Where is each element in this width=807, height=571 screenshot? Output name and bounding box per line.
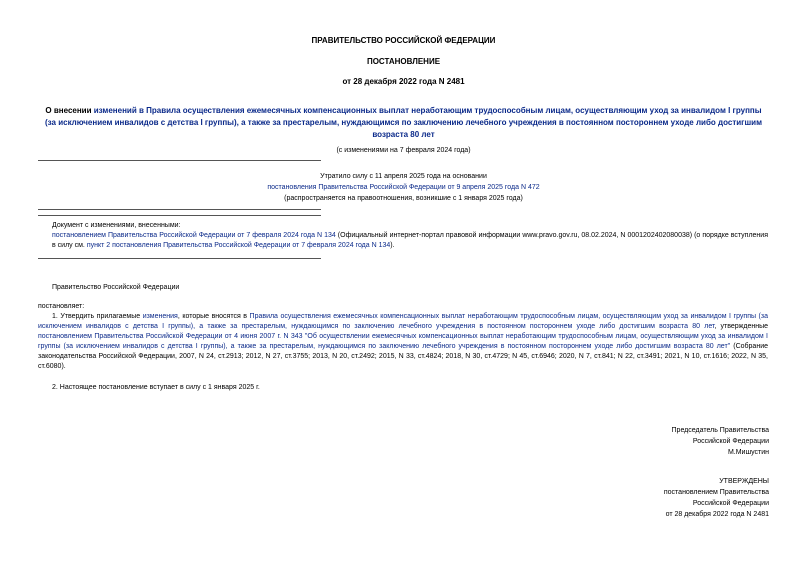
p1-link-changes[interactable]: изменения — [142, 313, 178, 320]
title-link[interactable]: изменений в Правила осуществления ежемесячных компенсационных выплат неработающим трудоспособным лицам, осуществляющим уход за инвалидом I группы (за исключением инвалидов с детства I группы), а также за престарелым, нуждающимся по заключению лечебного учреждения в постоянном постороннем уходе либо достигшим возраста 80 лет — [45, 106, 762, 139]
signature-line2: Российской Федерации — [692, 438, 769, 445]
changes-heading: Документ с изменениями, внесенными: — [52, 222, 181, 229]
approved-line1: УТВЕРЖДЕНЫ — [719, 478, 769, 485]
decides-label: постановляет: — [38, 303, 85, 310]
approved-line3: Российской Федерации — [692, 500, 769, 507]
changes-link1[interactable]: постановлением Правительства Российской Федерации от 7 февраля 2024 года N 134 — [52, 232, 336, 239]
p1-link-rules[interactable]: Правила осуществления ежемесячных компенсационных выплат неработающим трудоспособным лицам, осуществляющим уход за инвалидом I группы (за исключением инвалидов с детства I группы), а также за престарелым, нуждающимся по заключению лечебного учреждения в постоянном постороннем уходе либо достигшим возраста 80 лет — [38, 313, 768, 330]
paragraph-2: 2. Настоящее постановление вступает в силу с 1 января 2025 г. — [52, 384, 260, 391]
signature-block — [672, 425, 769, 458]
revision-note: (с изменениями на 7 февраля 2024 года) — [336, 147, 471, 154]
paragraph-1 — [38, 312, 768, 372]
government-label: Правительство Российской Федерации — [52, 284, 180, 291]
approved-line2: постановлением Правительства — [663, 489, 769, 496]
divider — [38, 258, 321, 259]
changes-text1: (Официальный интернет-портал правовой информации www.pravo.gov.ru, 08.02.2024, N 0001202402080038) (о порядке вступления в силу см. — [52, 232, 769, 249]
expired-link[interactable]: постановления Правительства Российской Федерации от 9 апреля 2025 года N 472 — [267, 184, 540, 191]
changes-link2[interactable]: пункт 2 постановления Правительства Российской Федерации от 7 февраля 2024 года N 134 — [86, 242, 391, 249]
title-prefix: О внесении — [45, 106, 94, 115]
expired-line3: (распространяется на правоотношения, возникшие с 1 января 2025 года) — [284, 195, 523, 202]
document-title — [40, 105, 767, 141]
signature-line3: М.Мишустин — [727, 449, 769, 456]
approved-line4: от 28 декабря 2022 года N 2481 — [665, 511, 769, 518]
divider — [38, 215, 321, 216]
signature-line1: Председатель Правительства — [671, 427, 769, 434]
p1-text-b: , которые вносятся в — [177, 313, 250, 320]
p1-text-d: (Собрание законодательства Российской Федерации, 2007, N 24, ст.2913; 2012, N 27, ст.3755; 2013, N 20, ст.2492; 2015, N 33, ст.4824; 2018, N 30, ст.4729; N 45, ст.6946; 2020, N 7, ст.841; N 22, ст.3491; 2021, N 10, ст.1616; 2022, N 35, ст.6080). — [38, 343, 768, 370]
header-doc-type: ПОСТАНОВЛЕНИЕ — [366, 57, 441, 66]
expired-line1: Утратило силу с 11 апреля 2025 года на основании — [320, 173, 487, 180]
approved-block — [664, 476, 769, 520]
header-org: ПРАВИТЕЛЬСТВО РОССИЙСКОЙ ФЕДЕРАЦИИ — [311, 36, 496, 45]
divider — [38, 209, 321, 210]
changes-paragraph — [52, 231, 768, 251]
header-date-number: от 28 декабря 2022 года N 2481 — [342, 77, 465, 86]
p1-text-a: 1. Утвердить прилагаемые — [52, 313, 143, 320]
changes-text2: ). — [390, 242, 395, 249]
divider — [38, 160, 321, 161]
p1-link-decree[interactable]: постановлением Правительства Российской Федерации от 4 июня 2007 г. N 343 "Об осуществлении ежемесячных компенсационных выплат неработающим трудоспособным лицам, осуществляющим уход за инвалидом I группы (за исключением инвалидов с детства I группы), а также за престарелым, нуждающимся по заключению лечебного учреждения в постоянном постороннем уходе либо достигшим возраста 80 лет" — [38, 333, 768, 350]
p1-text-c: , утвержденные — [714, 323, 768, 330]
